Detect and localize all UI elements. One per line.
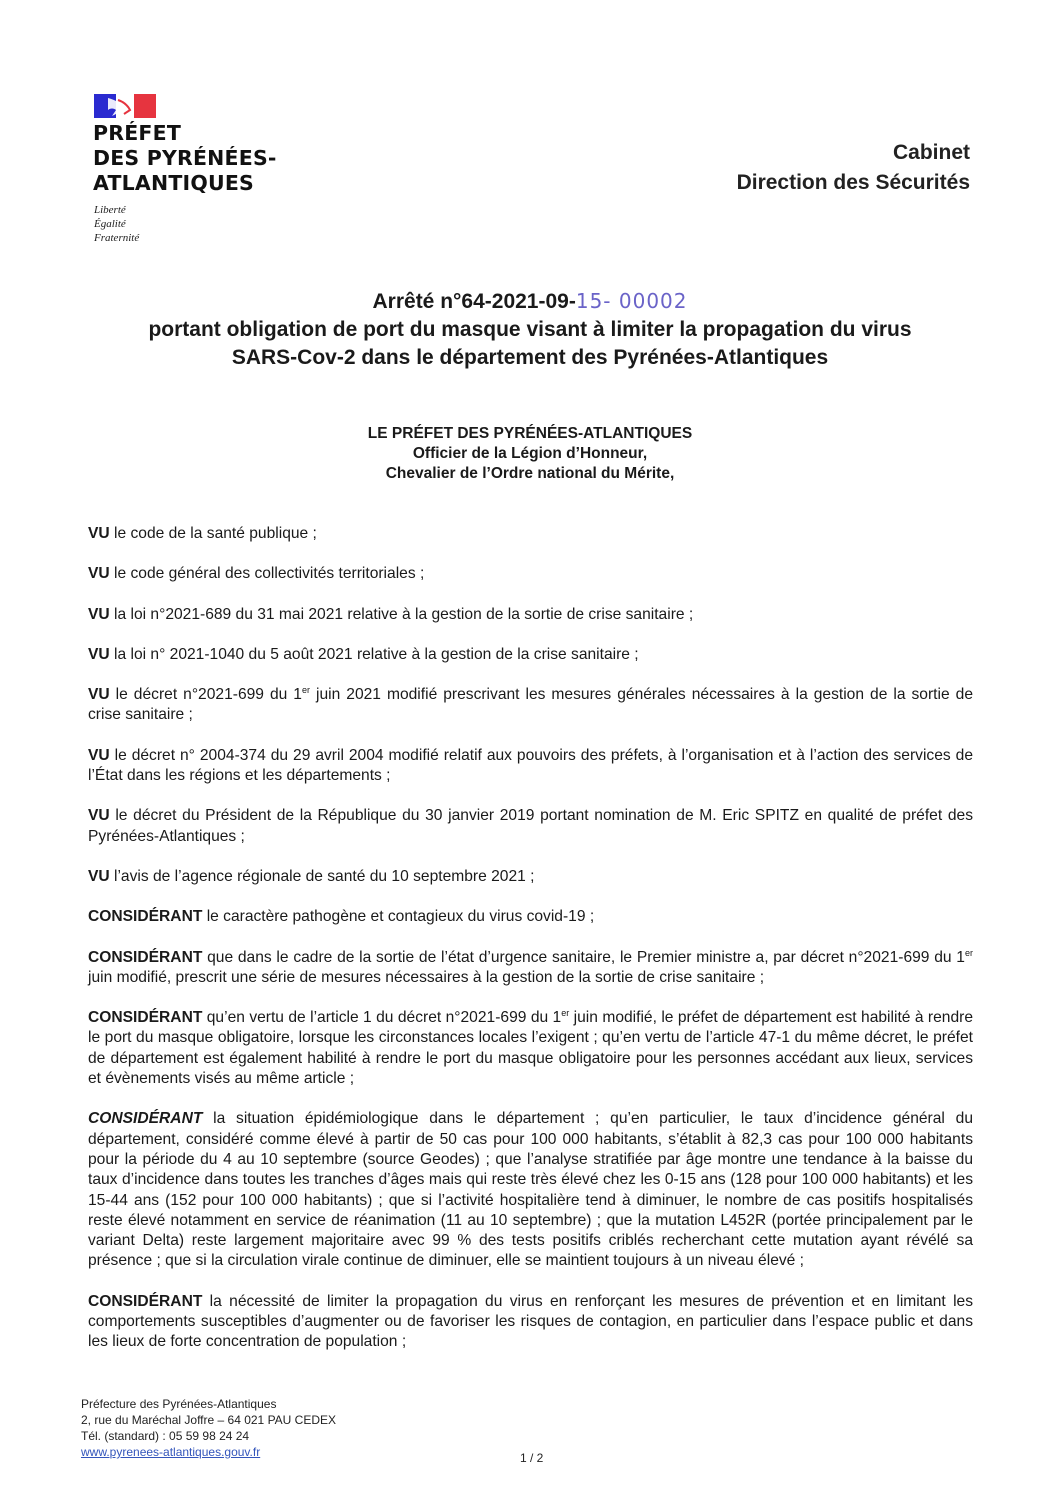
paragraph-keyword: CONSIDÉRANT xyxy=(88,908,203,926)
paragraph-text: le décret n°2021-699 du 1 xyxy=(109,686,302,704)
issuing-service xyxy=(737,138,970,198)
paragraph-keyword: VU xyxy=(88,686,110,704)
vu-paragraph xyxy=(88,524,973,544)
footer-address: 2, rue du Maréchal Joffre – 64 021 PAU CEDEX xyxy=(81,1413,337,1427)
paragraph-text: juin modifié, prescrit une série de mesures nécessaires à la gestion de la sortie de crise sanitaire ; xyxy=(88,968,765,986)
paragraph-text: la situation épidémiologique dans le département ; qu’en particulier, le taux d’incidence général du département, considéré comme élevé à partir de 50 cas pour 100 000 habitants, s’établit à 82,3 cas pour 100 000 habitants pour la période du 4 au 10 septembre (source Geodes) ; que l’analyse stratifiée par âge montre une tendance à la baisse du taux d’incidence dans toutes les tranches d’âges mais qui reste très élevé chez les 0-15 ans (128 pour 100 000 habitants) et les 15-44 ans (152 pour 100 000 habitants) ; que si l’activité hospitalière tend à diminuer, le nombre de cas positifs hospitalisés reste élevé notamment en service de réanimation (11 au 10 septembre) ; que la mutation L452R (portée principalement par le variant Delta) reste largement majoritaire avec 99 % des tests positifs criblés recherchant cette mutation ayant révélé sa présence ; que si la circulation virale continue de diminuer, elle se maintient toujours à un niveau élevé ; xyxy=(88,1110,973,1270)
title-line: SARS-Cov-2 dans le département des Pyrénées-Atlantiques xyxy=(231,346,829,369)
paragraph-text: le code général des collectivités territoriales ; xyxy=(109,565,425,583)
issuer-distinction: Officier de la Légion d’Honneur, xyxy=(412,445,648,462)
service-direction: Direction des Sécurités xyxy=(736,171,970,194)
paragraph-keyword: VU xyxy=(88,525,110,542)
considerant-paragraph xyxy=(88,1109,973,1271)
vu-paragraph xyxy=(88,867,973,887)
page-number: 1 / 2 xyxy=(520,1451,544,1465)
paragraph-text: l’avis de l’agence régionale de santé du 10 septembre 2021 ; xyxy=(109,867,535,885)
paragraph-text: juin modifié, le préfet de département est habilité à rendre le port du masque obligatoire, lorsque les circonstances locales l’exigent ; qu’en vertu de l’article 47-1 du même décret, le préfet de département est également habilité à rendre le port du masque obligatoire pour les personnes accédant aux lieux, services et évènements visés au même article ; xyxy=(88,1009,973,1088)
marianne-flag-logo xyxy=(94,94,156,118)
issuer-block xyxy=(60,424,1000,484)
paragraph-text: le caractère pathogène et contagieux du virus covid-19 ; xyxy=(202,908,595,926)
motto-line: Liberté xyxy=(94,204,126,216)
logo-line: PRÉFET xyxy=(93,121,182,145)
issuer-distinction: Chevalier de l’Ordre national du Mérite, xyxy=(385,465,675,482)
document-title xyxy=(60,287,1000,372)
document-body xyxy=(88,524,973,1373)
considerant-paragraph xyxy=(88,1292,973,1353)
paragraph-keyword: VU xyxy=(88,746,110,764)
paragraph-keyword: VU xyxy=(88,645,110,663)
paragraph-text: la loi n° 2021-1040 du 5 août 2021 relative à la gestion de la crise sanitaire ; xyxy=(109,645,639,663)
prefet-logo-text xyxy=(93,121,277,196)
superscript: er xyxy=(964,947,973,958)
considerant-paragraph xyxy=(88,1008,973,1089)
paragraph-text: la nécessité de limiter la propagation du virus en renforçant les mesures de prévention et en limitant les comportements susceptibles d’augmenter ou de favoriser les risques de contagion, en particulier dans l’espace public et dans les lieux de forte concentration de population ; xyxy=(88,1292,973,1351)
paragraph-text: le code de la santé publique ; xyxy=(109,525,317,542)
paragraph-keyword: CONSIDÉRANT xyxy=(88,948,203,966)
prefecture-footer xyxy=(81,1396,336,1460)
logo-line: DES PYRÉNÉES- xyxy=(93,146,277,170)
motto-line: Fraternité xyxy=(94,232,140,244)
superscript: er xyxy=(561,1007,570,1018)
paragraph-keyword: CONSIDÉRANT xyxy=(88,1292,203,1310)
considerant-paragraph xyxy=(88,907,973,927)
paragraph-keyword: VU xyxy=(88,565,110,583)
motto-line: Égalité xyxy=(94,218,126,230)
paragraph-keyword: VU xyxy=(88,605,110,623)
vu-paragraph xyxy=(88,645,973,665)
considerant-paragraph xyxy=(88,948,973,989)
issuer-name: LE PRÉFET DES PYRÉNÉES-ATLANTIQUES xyxy=(367,425,693,442)
title-line: portant obligation de port du masque visant à limiter la propagation du virus xyxy=(148,318,912,341)
superscript: er xyxy=(301,685,310,695)
paragraph-keyword: VU xyxy=(88,807,110,825)
paragraph-keyword: CONSIDÉRANT xyxy=(88,1110,203,1128)
paragraph-text: le décret n° 2004-374 du 29 avril 2004 modifié relatif aux pouvoirs des préfets, à l’organisation et à l’action des services de l’État dans les régions et les départements ; xyxy=(88,746,973,785)
paragraph-text: la loi n°2021-689 du 31 mai 2021 relative à la gestion de la sortie de crise sanitaire ; xyxy=(109,605,694,623)
arrete-number xyxy=(60,287,1000,316)
vu-paragraph xyxy=(88,806,973,847)
vu-paragraph xyxy=(88,564,973,584)
logo-line: ATLANTIQUES xyxy=(93,171,254,195)
footer-name: Préfecture des Pyrénées-Atlantiques xyxy=(81,1397,277,1411)
republic-motto xyxy=(94,203,139,245)
footer-phone: Tél. (standard) : 05 59 98 24 24 xyxy=(81,1429,250,1443)
paragraph-keyword: VU xyxy=(88,867,110,885)
paragraph-text: qu’en vertu de l’article 1 du décret n°2021-699 du 1 xyxy=(202,1009,562,1027)
paragraph-keyword: CONSIDÉRANT xyxy=(88,1009,203,1027)
vu-paragraph xyxy=(88,685,973,726)
arrete-number-handwritten: 15- 00002 xyxy=(575,289,688,313)
paragraph-text: que dans le cadre de la sortie de l’état d’urgence sanitaire, le Premier ministre a, par décret n°2021-699 du 1 xyxy=(202,948,965,966)
website-link[interactable]: www.pyrenees-atlantiques.gouv.fr xyxy=(81,1445,261,1459)
paragraph-text: juin 2021 modifié prescrivant les mesures générales nécessaires à la gestion de la sortie de crise sanitaire ; xyxy=(88,686,973,724)
paragraph-text: le décret du Président de la République du 30 janvier 2019 portant nomination de M. Eric SPITZ en qualité de préfet des Pyrénées-Atlantiques ; xyxy=(88,807,973,845)
vu-paragraph xyxy=(88,605,973,625)
service-cabinet: Cabinet xyxy=(892,141,970,164)
vu-paragraph xyxy=(88,746,973,787)
arrete-number-printed: Arrêté n°64-2021-09- xyxy=(372,290,576,313)
